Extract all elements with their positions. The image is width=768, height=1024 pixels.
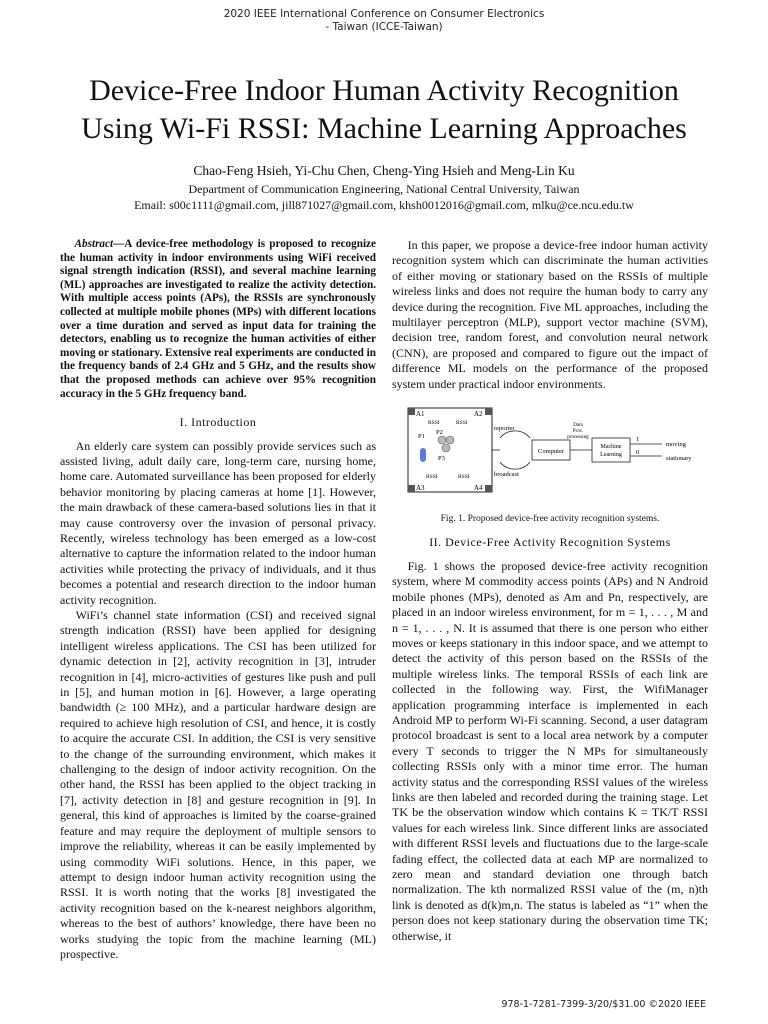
right-column <box>392 238 708 944</box>
intro-paragraph-1: An elderly care system can possibly provide services such as assisted living, adult daily care, long-term care, nursing home, home care. Automated surveillance has been proposed for elderly behavior monitoring by placing cameras at home [1]. However, the main drawback of these camera-based solutions lies in that it may cause controversy over the invasion of personal privacy. Recently, wireless technology has been emerged as a low-cost alternative to capture the information related to the indoor human activities while protecting the privacy of individuals, and it thus becomes a potential and research direction to the indoor human activity recognition. <box>60 438 376 607</box>
conference-line-1: 2020 IEEE International Conference on Consumer Electronics <box>223 8 545 20</box>
label-a3: A3 <box>416 484 425 493</box>
label-proc: Proc. <box>572 429 584 435</box>
phone-p1 <box>438 436 446 444</box>
label-stationary: stationary <box>666 455 692 463</box>
title-line-1: Device-Free Indoor Human Activity Recognition <box>89 74 679 107</box>
section-heading-systems: II. Device-Free Activity Recognition Systems <box>429 535 671 550</box>
label-a1: A1 <box>416 410 425 419</box>
phone-p3 <box>442 444 450 452</box>
label-moving: moving <box>666 441 686 449</box>
paper-title <box>30 72 738 148</box>
title-line-2: Using Wi-Fi RSSI: Machine Learning Approaches <box>81 112 687 145</box>
abstract-lead: Abstract <box>74 238 114 250</box>
authors: Chao-Feng Hsieh, Yi-Chu Chen, Cheng-Ying Hsieh and Meng-Lin Ku <box>193 163 575 178</box>
left-column <box>60 238 376 962</box>
label-computer: Computer <box>538 448 564 456</box>
ap-a2-marker <box>485 408 492 415</box>
label-a4: A4 <box>474 484 483 493</box>
label-data: Data <box>573 423 583 429</box>
phone-p2 <box>446 436 454 444</box>
copyright-footer: 978-1-7281-7399-3/20/$31.00 ©2020 IEEE <box>501 999 706 1010</box>
label-learning: Learning <box>600 452 622 459</box>
person-icon <box>420 448 426 462</box>
right-paragraph-1: In this paper, we propose a device-free indoor human activity recognition system which can discriminate the human activities of either moving or stationary based on the RSSIs of multiple wireless links and does not require the human body to carry any device during the recognition. Five ML approaches, including the multilayer perceptron (MLP), support vector machine (SVM), decision tree, random forest, and convolution neural network (CNN), are proposed and compared to figure out the impact of difference ML models on the performance of the proposed system under practical indoor environments. <box>392 238 708 391</box>
conference-line-2: - Taiwan (ICCE-Taiwan) <box>325 21 443 33</box>
label-p2: P2 <box>436 429 443 437</box>
abstract <box>60 238 376 401</box>
label-out-1: 1 <box>636 436 640 444</box>
label-a2: A2 <box>474 410 483 419</box>
label-p3: P3 <box>438 455 445 463</box>
label-rssi-top-left: RSSI <box>428 420 440 427</box>
section-heading-introduction: I. Introduction <box>179 415 257 430</box>
ap-a3-marker <box>408 485 415 492</box>
figure-1-caption: Fig. 1. Proposed device-free activity recognition systems. <box>440 514 660 525</box>
system-diagram <box>392 404 708 508</box>
label-p1: P1 <box>418 433 425 441</box>
label-rssi-top-right: RSSI <box>456 420 468 427</box>
ap-a4-marker <box>485 485 492 492</box>
affiliation: Department of Communication Engineering, National Central University, Taiwan <box>188 182 580 196</box>
ap-a1-marker <box>408 408 415 415</box>
figure-1 <box>392 404 708 508</box>
conference-header <box>0 8 768 34</box>
intro-paragraph-2: WiFi’s channel state information (CSI) and received signal strength indication (RSSI) have been applied for designing intelligent wireless applications. The CSI has been utilized for dynamic detection in [2], activity recognition in [3], intruder recognition in [4], micro-activities of gestures like push and pull in [5], and human motion in [6]. However, a large operating bandwidth (≥ 100 MHz), and a particular hardware design are required to achieve high resolution of CSI, and hence, it is costly to acquire the accurate CSI. In addition, the CSI is very sensitive to the change of the surrounding environment, which makes it challenging to the design of indoor activity recognition. On the other hand, the RSSI has been applied to the object tracking in [7], activity detection in [8] and gesture recognition in [9]. In general, this kind of approaches is limited by the coarse-grained feature and may require the deployment of multiple sensors to improve the reliability, whereas it can be easily implemented by using commodity WiFi solutions. Hence, in this paper, we attempt to design indoor human activity recognition using the RSSI. It is worth noting that the works [8] investigated the activity recognition based on the k-nearest neighbors algorithm, whereas to the best of authors’ knowledge, there have been no works studying the topic from the machine learning (ML) prospective. <box>60 608 376 961</box>
label-machine: Machine <box>600 444 622 451</box>
label-broadcast: broadcast <box>494 471 519 479</box>
ml-box <box>592 438 630 462</box>
section2-paragraph-1: Fig. 1 shows the proposed device-free activity recognition system, where M commodity access points (APs) and N Android mobile phones (MPs), denoted as Am and Pn, respectively, are placed in an indoor wireless environment, for m = 1, . . . , M and n = 1, . . . , N. It is assumed that there is one person who either moves or keeps stationary in this indoor space, and we attempt to detect the activity of this person based on the RSSIs of the multiple wireless links. The temporal RSSIs of each link are collected in the following way. First, the WifiManager application programming interface is implemented in each Android MP to perform Wi-Fi scanning. Second, a user datagram protocol broadcast is sent to a local area network by a computer every T seconds to trigger the N MPs for simultaneously collecting RSSIs only with a minor time error. The human activity status and the corresponding RSSI values of the wireless links are then labeled and recorded during the training stage. Let TK be the observation window which contains K = TK/T RSSI values for each wireless link. Since different links are associated with different RSSI levels and fluctuations due to the large-scale fading effect, the collected data at each MP are normalized to zero mean and standard deviation one through batch normalization. The kth normalized RSSI value of the (m, n)th link is denoted as d(k)m,n. The status is labeled as “1” when the person does not keep stationary during the observation time TK; otherwise, it <box>392 558 708 943</box>
broadcast-arc <box>500 462 530 469</box>
label-processing: processing <box>567 435 589 441</box>
label-rssi-bottom-right: RSSI <box>458 474 470 481</box>
label-reporter: reporter <box>494 425 515 433</box>
label-out-0: 0 <box>636 449 640 457</box>
label-rssi-bottom-left: RSSI <box>426 474 438 481</box>
abstract-text: —A device-free methodology is proposed to recognize the human activity in indoor environments using WiFi received signal strength indication (RSSI), and several machine learning (ML) approaches are investigated to realize the activity detection. With multiple access points (APs), the RSSIs are synchronously collected at multiple mobile phones (MPs) with different locations over a time duration and served as input data for training the detectors, enabling us to recognize the human activities of either moving or stationary. Extensive real experiments are conducted in the frequency bands of 2.4 GHz and 5 GHz, and the results show that the proposed methods can achieve over 95% recognition accuracy in the 5 GHz frequency band. <box>60 238 376 400</box>
author-emails: Email: s00c1111@gmail.com, jill871027@gmail.com, khsh0012016@gmail.com, mlku@ce.ncu.edu.tw <box>134 198 634 212</box>
